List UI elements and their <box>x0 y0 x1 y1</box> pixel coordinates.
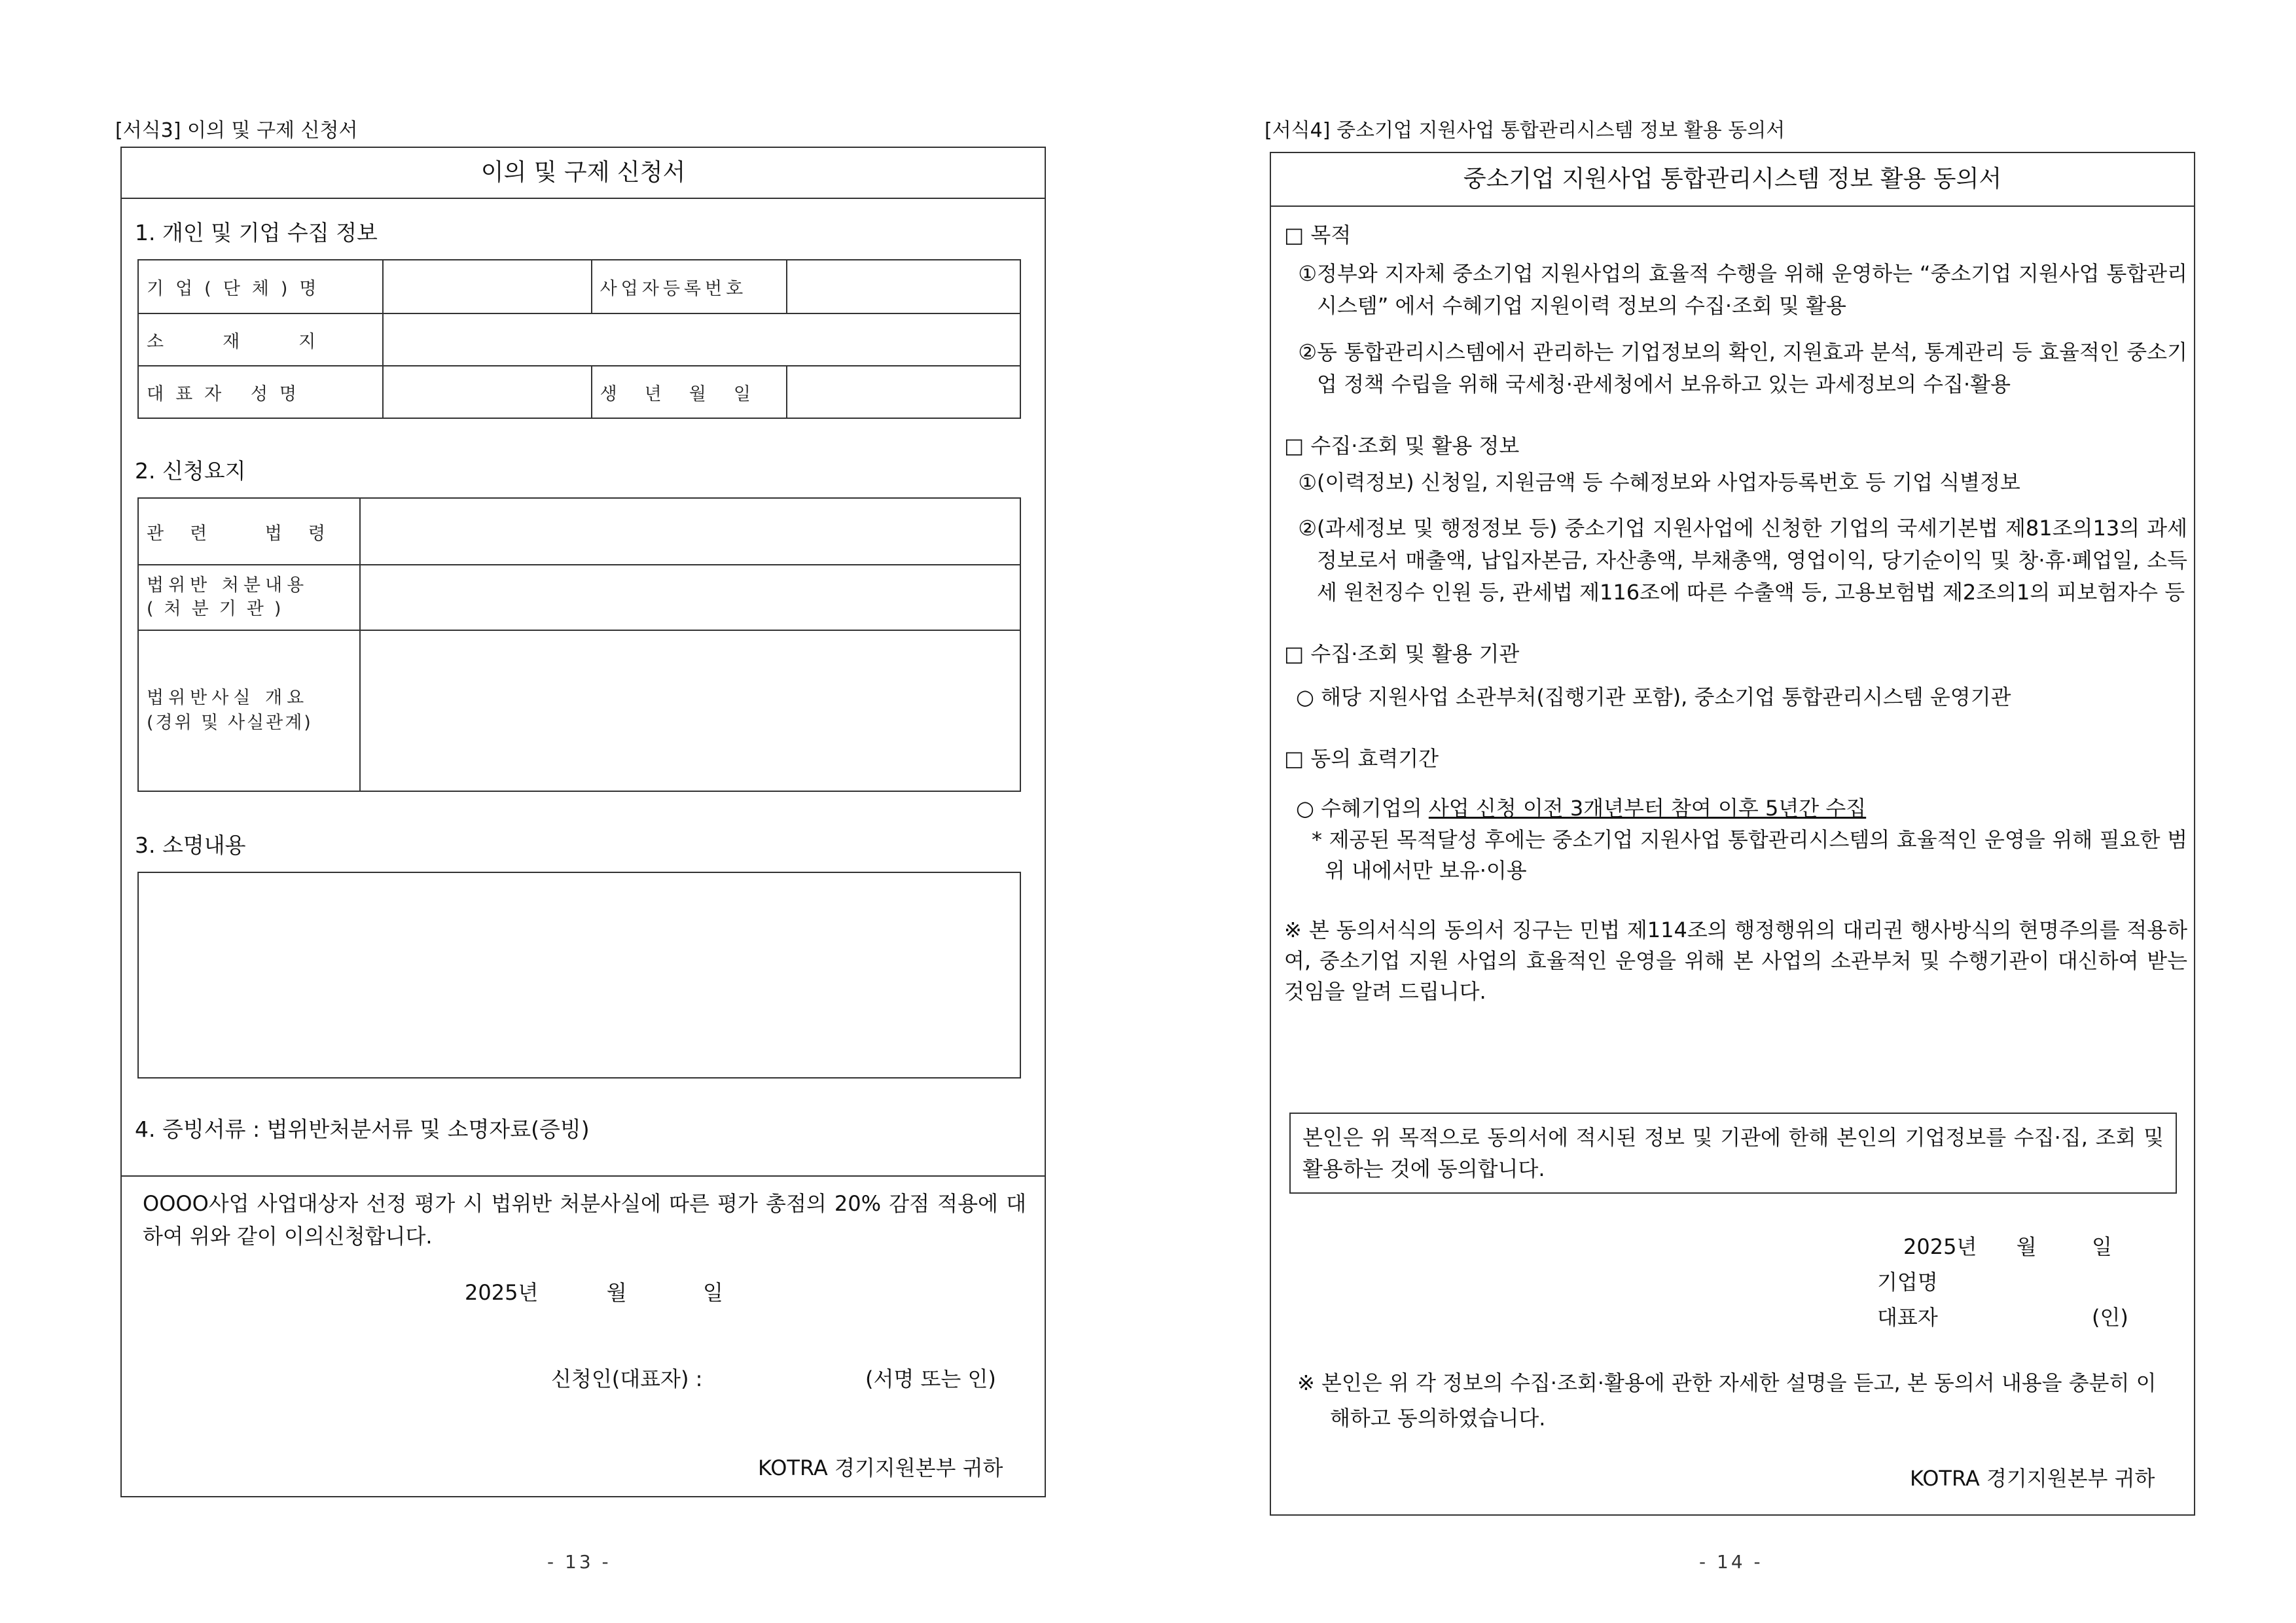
left-addressee: KOTRA 경기지원본부 귀하 <box>758 1455 1003 1480</box>
consent-statement: 본인은 위 목적으로 동의서에 적시된 정보 및 기관에 한해 본인의 기업정보를 수집·집, 조회 및 활용하는 것에 동의합니다. <box>1289 1113 2177 1194</box>
label-birthdate: 생년월일 <box>592 366 787 418</box>
legal-note: ※ 본 동의서식의 동의서 징구는 민법 제114조의 행정행위의 대리권 행사방식의 현명주의를 적용하여, 중소기업 지원 사업의 효율적인 운영을 위해 본 사업의 소관부처 및 수행기관이 대신하여 받는 것임을 알려 드립니다. <box>1284 918 2187 1004</box>
info-item-2 <box>1284 512 2187 609</box>
section4-text: : 법위반처분서류 및 소명자료(증빙) <box>245 1116 590 1142</box>
request-summary-table <box>137 497 1021 792</box>
info-item-1-num: ① <box>1298 470 1317 495</box>
info-item-2-text: (과세정보 및 행정정보 등) 중소기업 지원사업에 신청한 기업의 국세기본법 제81조의13의 과세정보로서 매출액, 납입자본금, 자산총액, 부채총액, 영업이익, 당기순이익 및 창·휴·폐업일, 소득세 원천징수 인원 등, 관세법 제116조에 따른 수출액 등, 고용보험법 제2조의1의 피보험자수 등 <box>1317 516 2187 605</box>
purpose-item-1-num: ① <box>1298 261 1317 286</box>
company-name-field[interactable] <box>383 260 591 313</box>
label-business-number: 사업자등록번호 <box>592 260 787 313</box>
form-label-3: [서식3] 이의 및 구제 신청서 <box>115 119 358 142</box>
period-text-underlined: 사업 신청 이전 3개년부터 참여 이후 5년간 수집 <box>1428 796 1867 821</box>
left-date-year: 2025년 <box>465 1280 539 1305</box>
label-company-name: 기업(단체)명 <box>138 260 383 313</box>
section3-heading: 3. 소명내용 <box>135 832 246 858</box>
right-date-year: 2025년 <box>1903 1234 1977 1259</box>
related-law-field[interactable] <box>360 498 1020 565</box>
purpose-item-1 <box>1284 258 2187 322</box>
divider <box>120 1175 1046 1177</box>
label-disposition: 법위반 처분내용 <box>147 575 309 596</box>
left-date <box>465 1276 723 1306</box>
period-note: * 제공된 목적달성 후에는 중소기업 지원사업 통합관리시스템의 효율적인 운영을 위해 필요한 범위 내에서만 보유·이용 <box>1312 827 2187 883</box>
info-item-1 <box>1284 467 2187 498</box>
purpose-item-2-text: 동 통합관리시스템에서 관리하는 기업정보의 확인, 지원효과 분석, 통계관리 등 효율적인 중소기업 정책 수립을 위해 국세청·관세청에서 보유하고 있는 과세정보의 수집·활용 <box>1317 340 2187 397</box>
agency-text: ○ 해당 지원사업 소관부처(집행기관 포함), 중소기업 통합관리시스템 운영기관 <box>1296 685 2011 709</box>
purpose-heading: □ 목적 <box>1284 223 1352 247</box>
seal-mark: (인) <box>2092 1305 2128 1330</box>
right-date-month: 월 <box>2016 1234 2037 1259</box>
left-date-day: 일 <box>702 1280 723 1305</box>
section2-heading: 2. 신청요지 <box>135 458 246 484</box>
left-date-month: 월 <box>606 1280 627 1305</box>
representative-field[interactable] <box>383 366 591 418</box>
right-date <box>1903 1230 2112 1260</box>
purpose-item-2 <box>1284 336 2187 401</box>
page-number-13: - 13 - <box>547 1551 611 1573</box>
label-disposition-agency: (처분기관) <box>147 599 292 619</box>
objection-statement: OOOO사업 사업대상자 선정 평가 시 법위반 처분사실에 따른 평가 총점의 20% 감점 적용에 대하여 위와 같이 이의신청합니다. <box>143 1191 1026 1249</box>
label-related-law: 관련 법령 <box>138 498 360 565</box>
address-field[interactable] <box>383 313 1020 366</box>
info-item-2-num: ② <box>1298 516 1317 541</box>
purpose-item-1-text: 정부와 지자체 중소기업 지원사업의 효율적 수행을 위해 운영하는 “중소기업 지원사업 통합관리 시스템” 에서 수혜기업 지원이력 정보의 수집·조회 및 활용 <box>1317 261 2187 318</box>
disposition-field[interactable] <box>360 565 1020 630</box>
section4 <box>135 1113 590 1143</box>
consent-title: 중소기업 지원사업 통합관리시스템 정보 활용 동의서 <box>1271 153 2194 207</box>
info-item-1-text: (이력정보) 신청일, 지원금액 등 수혜정보와 사업자등록번호 등 기업 식별정보 <box>1317 470 2020 495</box>
period-text <box>1284 792 2187 825</box>
purpose-item-2-num: ② <box>1298 340 1317 365</box>
company-info-table <box>137 259 1021 419</box>
form-label-4: [서식4] 중소기업 지원사업 통합관리시스템 정보 활용 동의서 <box>1265 119 1785 142</box>
final-note: ※ 본인은 위 각 정보의 수집·조회·활용에 관한 자세한 설명을 듣고, 본 동의서 내용을 충분히 이해하고 동의하였습니다. <box>1297 1370 2157 1431</box>
birthdate-field[interactable] <box>787 366 1020 418</box>
label-violation-circumstances: (경위 및 사실관계) <box>147 713 313 733</box>
violation-summary-field[interactable] <box>360 630 1020 791</box>
company-label: 기업명 <box>1877 1270 1938 1294</box>
page-number-14: - 14 - <box>1699 1551 1763 1573</box>
period-text-prefix: ○ 수혜기업의 <box>1296 796 1429 821</box>
period-heading: □ 동의 효력기간 <box>1284 746 1439 771</box>
right-addressee: KOTRA 경기지원본부 귀하 <box>1910 1466 2155 1491</box>
representative-label: 대표자 <box>1877 1305 1938 1330</box>
agency-heading: □ 수집·조회 및 활용 기관 <box>1284 641 1520 666</box>
right-date-day: 일 <box>2091 1234 2112 1259</box>
label-address: 소재지 <box>138 313 383 366</box>
label-violation-summary: 법위반사실 개요 <box>147 688 309 708</box>
applicant-label: 신청인(대표자) : <box>551 1366 703 1391</box>
section1-heading: 1. 개인 및 기업 수집 정보 <box>135 220 378 245</box>
explanation-field[interactable] <box>137 872 1021 1079</box>
info-heading: □ 수집·조회 및 활용 정보 <box>1284 433 1520 458</box>
form-title: 이의 및 구제 신청서 <box>122 148 1045 199</box>
section4-heading: 4. 증빙서류 <box>135 1116 246 1142</box>
label-representative: 대표자 성명 <box>138 366 383 418</box>
applicant-sign: (서명 또는 인) <box>865 1366 996 1391</box>
consent-body <box>1284 211 2187 1007</box>
business-number-field[interactable] <box>787 260 1020 313</box>
